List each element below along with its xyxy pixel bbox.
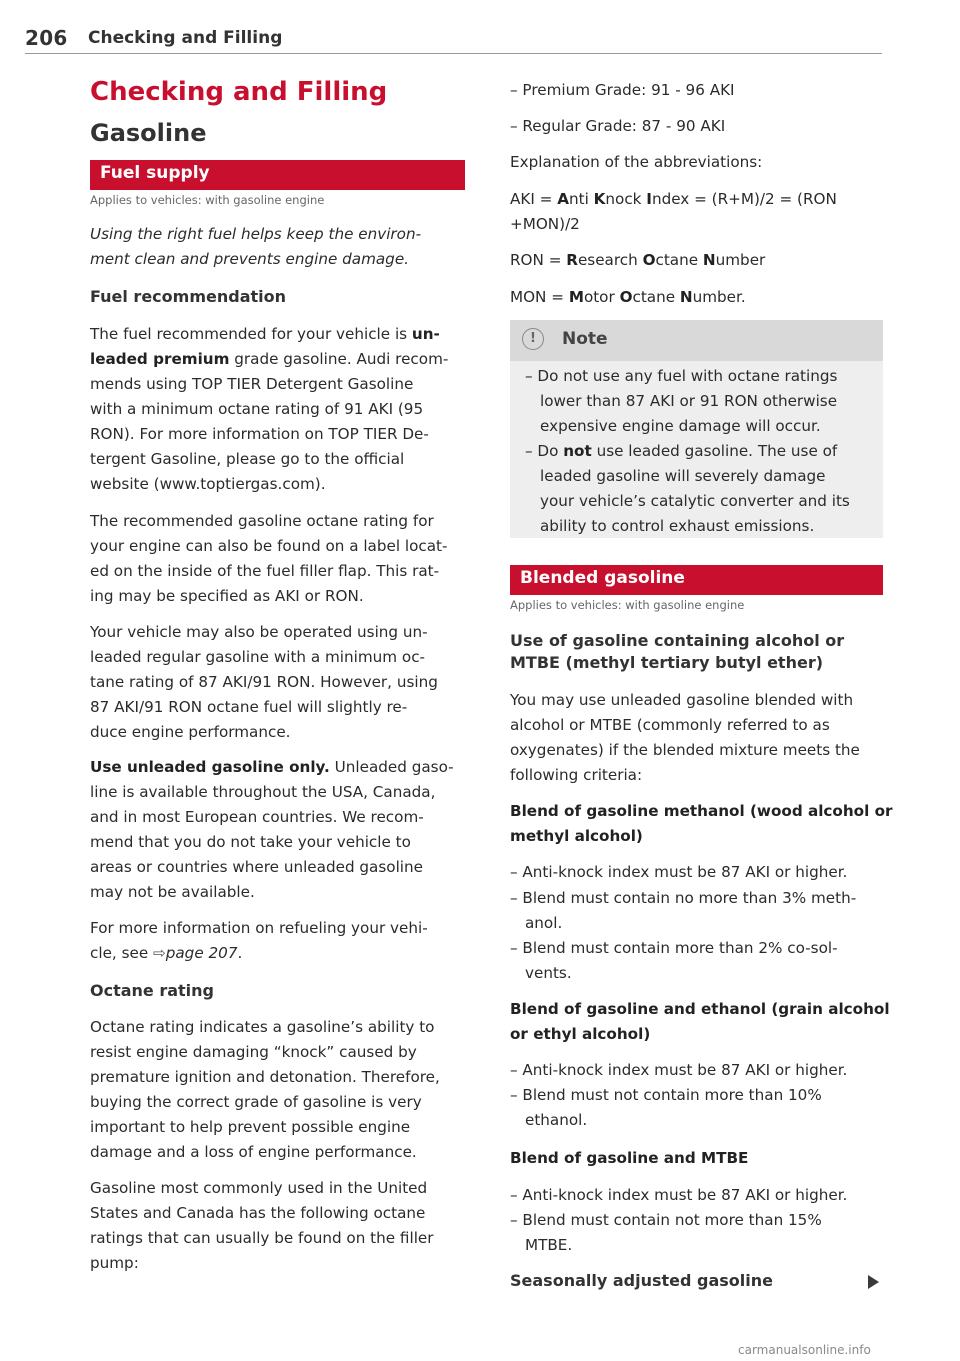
paragraph-line: ing may be specified as AKI or RON.: [90, 587, 364, 605]
running-section-title: Checking and Filling: [88, 28, 283, 48]
paragraph-line: You may use unleaded gasoline blended with: [510, 691, 854, 709]
applies-note: Applies to vehicles: with gasoline engine: [510, 598, 745, 612]
paragraph-line: ed on the inside of the fuel filler flap. This rat-: [90, 562, 440, 580]
paragraph-line: oxygenates) if the blended mixture meets the: [510, 741, 860, 759]
paragraph-line: duce engine performance.: [90, 723, 291, 741]
fuel-recommendation-heading: Fuel recommendation: [90, 287, 286, 306]
paragraph-line: RON). For more information on TOP TIER De-: [90, 425, 429, 443]
info-exclamation-icon: !: [522, 328, 544, 350]
note-line: leaded gasoline will severely damage: [540, 467, 826, 485]
subsection-heading: Use of gasoline containing alcohol or: [510, 631, 845, 650]
note-title: Note: [562, 329, 608, 349]
paragraph-line: following criteria:: [510, 766, 643, 784]
paragraph-line: Gasoline most commonly used in the United: [90, 1179, 428, 1197]
paragraph-line: cle, see ⇨page 207.: [90, 944, 243, 962]
note-header: [510, 320, 883, 361]
fuel-supply-heading: Fuel supply: [90, 160, 465, 190]
methanol-heading: methyl alcohol): [510, 827, 643, 845]
paragraph-line: buying the correct grade of gasoline is very: [90, 1093, 422, 1111]
seasonal-heading: Seasonally adjusted gasoline: [510, 1271, 773, 1290]
paragraph-line: alcohol or MTBE (commonly referred to as: [510, 716, 830, 734]
criteria-item: – Anti-knock index must be 87 AKI or higher.: [510, 1061, 848, 1079]
applies-note: Applies to vehicles: with gasoline engine: [90, 193, 325, 207]
ethanol-heading: Blend of gasoline and ethanol (grain alcohol: [510, 1000, 890, 1018]
ron-definition: RON = Research Octane Number: [510, 251, 766, 269]
grade-item: – Premium Grade: 91 - 96 AKI: [510, 81, 735, 99]
paragraph-line: with a minimum octane rating of 91 AKI (95: [90, 400, 424, 418]
mon-definition: MON = Motor Octane Number.: [510, 288, 746, 306]
chapter-title: Checking and Filling: [90, 77, 388, 107]
paragraph-line: premature ignition and detonation. Therefore,: [90, 1068, 440, 1086]
paragraph-line: For more information on refueling your vehi-: [90, 919, 428, 937]
paragraph-line: mends using TOP TIER Detergent Gasoline: [90, 375, 414, 393]
criteria-item: – Blend must contain no more than 3% meth-: [510, 889, 857, 907]
paragraph-line: tane rating of 87 AKI/91 RON. However, using: [90, 673, 438, 691]
aki-definition: AKI = Anti Knock Index = (R+M)/2 = (RON: [510, 190, 837, 208]
blended-gasoline-heading: Blended gasoline: [510, 565, 883, 595]
criteria-item: – Anti-knock index must be 87 AKI or higher.: [510, 863, 848, 881]
mtbe-heading: Blend of gasoline and MTBE: [510, 1149, 749, 1167]
paragraph-line: may not be available.: [90, 883, 255, 901]
paragraph-line: and in most European countries. We recom-: [90, 808, 424, 826]
page-header: [25, 26, 880, 52]
paragraph-line: ratings that can usually be found on the filler: [90, 1229, 434, 1247]
criteria-item: vents.: [525, 964, 572, 982]
paragraph-line: important to help prevent possible engine: [90, 1118, 411, 1136]
watermark: carmanualsonline.info: [738, 1343, 871, 1357]
paragraph-line: The recommended gasoline octane rating for: [90, 512, 434, 530]
paragraph-line: leaded regular gasoline with a minimum oc-: [90, 648, 426, 666]
aki-definition: +MON)/2: [510, 215, 580, 233]
criteria-item: – Anti-knock index must be 87 AKI or higher.: [510, 1186, 848, 1204]
note-line: lower than 87 AKI or 91 RON otherwise: [540, 392, 838, 410]
note-line: – Do not use any fuel with octane ratings: [525, 367, 838, 385]
grade-item: – Regular Grade: 87 - 90 AKI: [510, 117, 726, 135]
paragraph-line: Octane rating indicates a gasoline’s ability to: [90, 1018, 435, 1036]
page-number: 206: [25, 26, 68, 50]
paragraph-line: line is available throughout the USA, Canada,: [90, 783, 436, 801]
paragraph-line: Your vehicle may also be operated using un-: [90, 623, 428, 641]
paragraph-line: mend that you do not take your vehicle to: [90, 833, 411, 851]
page-207-link[interactable]: page 207: [165, 944, 238, 962]
paragraph-line: areas or countries where unleaded gasoline: [90, 858, 423, 876]
criteria-item: MTBE.: [525, 1236, 573, 1254]
note-line: your vehicle’s catalytic converter and its: [540, 492, 850, 510]
paragraph-line: pump:: [90, 1254, 139, 1272]
paragraph-line: Use unleaded gasoline only. Unleaded gaso-: [90, 758, 454, 776]
paragraph-line: tergent Gasoline, please go to the official: [90, 450, 405, 468]
header-rule: [25, 53, 882, 54]
paragraph-line: website (www.toptiergas.com).: [90, 475, 326, 493]
paragraph-line: damage and a loss of engine performance.: [90, 1143, 417, 1161]
criteria-item: anol.: [525, 914, 563, 932]
criteria-item: – Blend must contain not more than 15%: [510, 1211, 822, 1229]
intro-line: Using the right fuel helps keep the environ-: [90, 225, 422, 243]
intro-line: ment clean and prevents engine damage.: [90, 250, 409, 268]
ethanol-heading: or ethyl alcohol): [510, 1025, 651, 1043]
note-line: ability to control exhaust emissions.: [540, 517, 815, 535]
note-line: – Do not use leaded gasoline. The use of: [525, 442, 838, 460]
criteria-item: – Blend must contain more than 2% co-sol-: [510, 939, 838, 957]
criteria-item: ethanol.: [525, 1111, 588, 1129]
subsection-heading: MTBE (methyl tertiary butyl ether): [510, 653, 824, 672]
note-line: expensive engine damage will occur.: [540, 417, 821, 435]
page-ref-arrow-icon: ⇨: [153, 944, 166, 962]
paragraph-line: 87 AKI/91 RON octane fuel will slightly re-: [90, 698, 408, 716]
paragraph-line: Explanation of the abbreviations:: [510, 153, 763, 171]
methanol-heading: Blend of gasoline methanol (wood alcohol or: [510, 802, 893, 820]
continue-arrow-icon: [868, 1275, 879, 1289]
section-title: Gasoline: [90, 119, 207, 147]
criteria-item: – Blend must not contain more than 10%: [510, 1086, 822, 1104]
octane-rating-heading: Octane rating: [90, 981, 215, 1000]
note-box: [510, 320, 883, 538]
paragraph-line: your engine can also be found on a label locat-: [90, 537, 448, 555]
paragraph-line: The fuel recommended for your vehicle is un-: [90, 325, 440, 343]
paragraph-line: States and Canada has the following octane: [90, 1204, 426, 1222]
paragraph-line: resist engine damaging “knock” caused by: [90, 1043, 417, 1061]
paragraph-line: leaded premium grade gasoline. Audi recom-: [90, 350, 449, 368]
